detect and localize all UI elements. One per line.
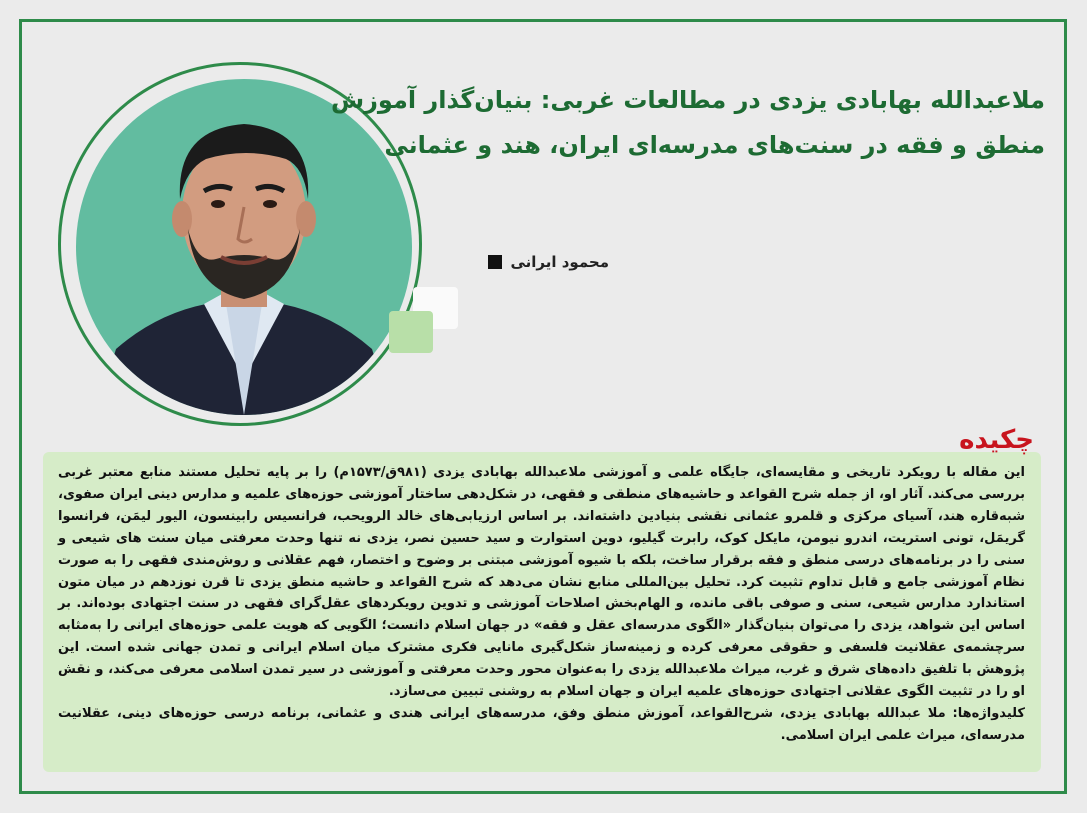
abstract-heading: چکیده [959,425,1034,455]
abstract-body: این مقاله با رویکرد تاریخی و مقایسه‌ای، جایگاه علمی و آموزشی ملاعبدالله بهابادی یزدی (۹۸۱ق/۱۵۷۳م) را بر پایه تحلیل مستند منابع معتبر غربی بررسی می‌کند. آثار او، از جمله شرح القواعد و حاشیه‌های منطقی و فقهی، در شکل‌دهی ساختار آموزشی حوزه‌های علمیه و مدارس دینی ایران صفوی، شبه‌قاره هند، آسیای مرکزی و قلمرو عثمانی نقشی بنیادین داشته‌اند. بر اساس ارزیابی‌های خالد الرویحب، فرانسیس رابینسون، الیور لیمَن، فرانسوا گریمَل، تونی استریت، اندرو نیومن، مایکل کوک، رابرت گیلیو، دوین استوارت و سید حسین نصر، یزدی نه تنها وحدت معرفتی میان سنت های شیعی و سنی را در برنامه‌های درسی منطق و فقه برقرار ساخت، بلکه با شیوه آموزشی مبتنی بر وضوح و اختصار، فهم عقلانی و روش‌مندی فقهی را به صورت نظام آموزشی جامع و قابل تداوم تثبیت کرد. تحلیل بین‌المللی منابع نشان می‌دهد که شرح القواعد و حاشیه منطق یزدی تا قرن نوزدهم در میان متون استاندارد مدارس شیعی، سنی و صوفی باقی مانده، و الهام‌بخش اصلاحات آموزشی و تدوین رویکردهای عقل‌گرای فقهی در سنت اجتهادی بوده‌اند. بر اساس این شواهد، یزدی را می‌توان بنیان‌گذار «الگوی مدرسه‌ای عقل و فقه» در جهان اسلام دانست؛ الگویی که هویت علمی حوزه‌های ایرانی را به‌مثابه سرچشمه‌ی عقلانیت فلسفی و حقوقی معرفی کرده و زمینه‌ساز شکل‌گیری مانایی فکری مشترک میان اسلام ایرانی و تمدن جهانی شده است. این پژوهش با تلفیق داده‌های شرق و غرب، میراث ملاعبدالله یزدی را به‌عنوان محور وحدت معرفتی و آموزشی در سیر تمدن اسلامی معرفی می‌کند، و نقش او را در تثبیت الگوی عقلانی اجتهادی حوزه‌های علمیه ایران و جهان اسلام به روشنی تبیین می‌سازد. [58,465,1025,700]
author-photo [76,79,412,415]
keywords-line [58,703,1025,747]
article-title [331,78,1045,168]
author-illustration [76,79,412,415]
author-name: محمود ایرانی [510,253,609,271]
decor-square-green [389,311,433,353]
title-line-1: ملاعبدالله بهابادی یزدی در مطالعات غربی: بنیان‌گذار آموزش [331,86,1045,114]
title-line-2: منطق و فقه در سنت‌های مدرسه‌ای ایران، هند و عثمانی [384,131,1045,159]
abstract-text [58,462,1025,747]
author-byline [488,253,609,271]
keywords-list: ملا عبدالله بهابادی یزدی، شرح‌القواعد، آموزش منطق وفق، مدرسه‌های ایرانی هندی و عثمانی، برنامه درسی حوزه‌های دینی، عقلانیت مدرسه‌ای، میراث علمی ایران اسلامی. [58,705,1025,743]
keywords-label: کلیدواژه‌ها: [952,705,1025,721]
bullet-square-icon [488,255,502,269]
